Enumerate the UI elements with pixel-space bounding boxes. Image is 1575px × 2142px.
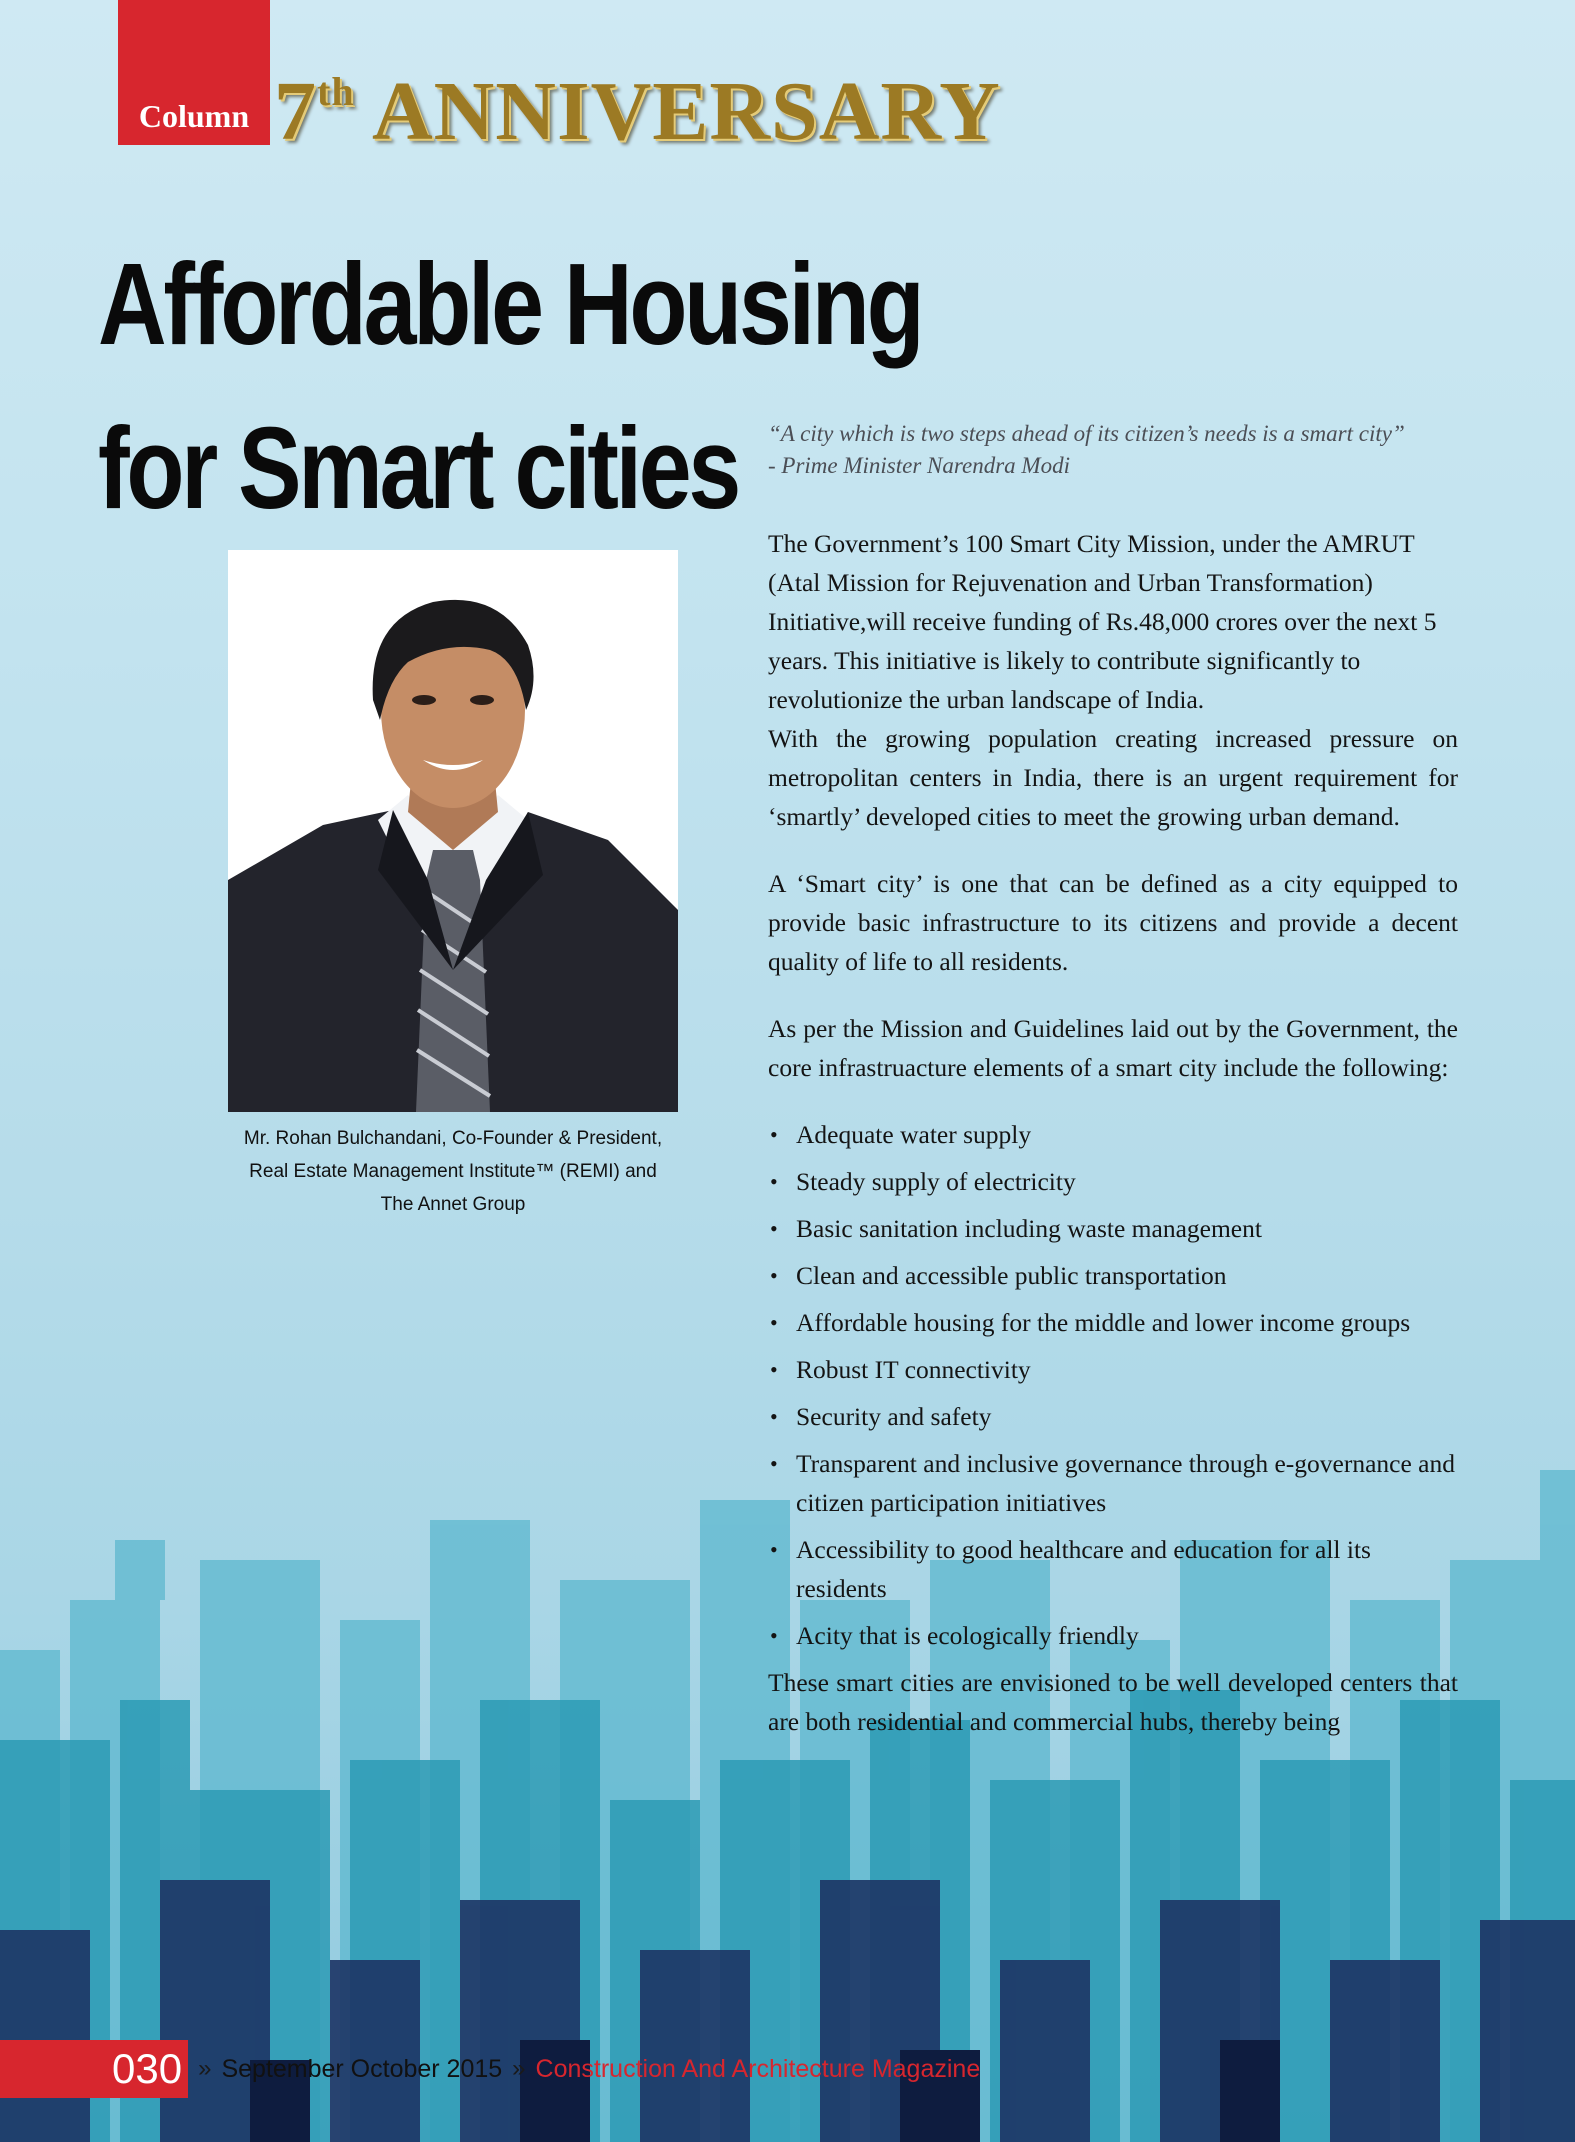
quote-text: “A city which is two steps ahead of its citizen’s needs is a smart city”	[768, 421, 1405, 446]
footer-separator-2: »	[512, 2055, 526, 2082]
portrait-caption	[208, 1122, 698, 1221]
paragraph-4: As per the Mission and Guidelines laid out by the Government, the core infrastruacture elements of a smart city include the following:	[768, 1014, 1458, 1082]
paragraph-5: These smart cities are envisioned to be well developed centers that are both residential and commercial hubs, thereby being	[768, 1668, 1458, 1736]
list-item: • Adequate water supply	[768, 1115, 1458, 1154]
article-body	[768, 524, 1458, 1741]
page-footer	[0, 2040, 1100, 2098]
list-item: • Clean and accessible public transportation	[768, 1256, 1458, 1295]
anniversary-number: 7	[274, 65, 317, 158]
list-item: • Security and safety	[768, 1397, 1458, 1436]
caption-line-3: The Annet Group	[380, 1194, 526, 1215]
headline-line-1: Affordable Housing	[98, 239, 922, 369]
paragraph-1: The Government’s 100 Smart City Mission, under the AMRUT (Atal Mission for Rejuvenation and Urban Transformation) Initiative,will receive funding of Rs.48,000 crores over the next 5 years. This initiative is likely to contribute significantly to revolutionize the urban landscape of India.	[768, 529, 1437, 714]
magazine-name: Construction And Architecture Magazine	[535, 2054, 981, 2083]
anniversary-suffix: th	[317, 69, 355, 114]
author-portrait	[228, 550, 678, 1112]
quote-attribution: - Prime Minister Narendra Modi	[768, 453, 1070, 478]
list-item: • Robust IT connectivity	[768, 1350, 1458, 1389]
column-section-tab	[118, 0, 270, 145]
anniversary-banner	[274, 62, 1001, 162]
paragraph-3: A ‘Smart city’ is one that can be defined as a city equipped to provide basic infrastructure to its citizens and provide a decent quality of life to all residents.	[768, 869, 1458, 976]
caption-line-1: Mr. Rohan Bulchandani, Co-Founder & President,	[243, 1128, 663, 1149]
list-item: • Basic sanitation including waste management	[768, 1209, 1458, 1248]
paragraph-2: With the growing population creating increased pressure on metropolitan centers in India, there is an urgent requirement for ‘smartly’ developed cities to meet the growing urban demand.	[768, 724, 1458, 831]
list-item: • Affordable housing for the middle and lower income groups	[768, 1303, 1458, 1342]
infrastructure-list	[768, 1115, 1458, 1655]
anniversary-word: ANNIVERSARY	[371, 65, 1001, 158]
footer-separator-1: »	[198, 2055, 212, 2082]
headline-line-2: for Smart cities	[98, 403, 739, 533]
list-item: • Transparent and inclusive governance through e-governance and citizen participation initiatives	[768, 1444, 1458, 1522]
column-label: Column	[138, 98, 250, 134]
caption-line-2: Real Estate Management Institute™ (REMI) and	[249, 1161, 657, 1182]
list-item: • Steady supply of electricity	[768, 1162, 1458, 1201]
page-number: 030	[0, 2040, 188, 2098]
list-item: • Accessibility to good healthcare and education for all its residents	[768, 1530, 1458, 1608]
list-item: • Acity that is ecologically friendly	[768, 1616, 1458, 1655]
pull-quote	[768, 418, 1468, 482]
issue-date: September October 2015	[221, 2054, 503, 2083]
